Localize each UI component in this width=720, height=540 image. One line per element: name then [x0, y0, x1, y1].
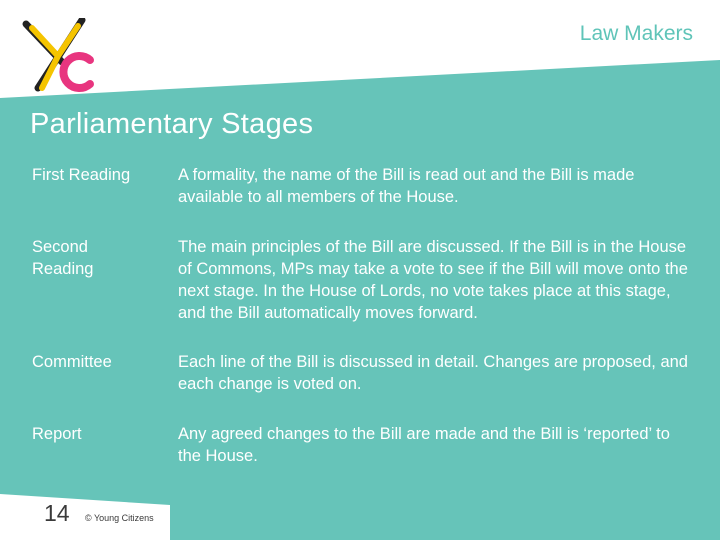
page-number: 14	[44, 500, 70, 526]
stage-name: Committee	[32, 353, 112, 371]
stage-description: The main principles of the Bill are discussed. If the Bill is in the House of Commons, MPs may take a vote to see if the Bill will move onto the next stage. In the House of Lords, no vote takes place at this stage, and the Bill automatically moves forward.	[178, 238, 688, 322]
page-title: Parliamentary Stages	[30, 108, 314, 140]
stage-name: Second Reading	[32, 238, 94, 278]
young-citizens-logo-icon	[18, 18, 100, 100]
copyright-notice: © Young Citizens	[85, 513, 154, 523]
stage-description: Any agreed changes to the Bill are made and the Bill is ‘reported’ to the House.	[178, 425, 670, 465]
stage-description: Each line of the Bill is discussed in detail. Changes are proposed, and each change is voted on.	[178, 353, 688, 393]
header-label: Law Makers	[579, 22, 693, 45]
stage-description: A formality, the name of the Bill is read out and the Bill is made available to all members of the House.	[178, 166, 635, 206]
stage-name: First Reading	[32, 166, 131, 184]
stage-name: Report	[32, 425, 82, 443]
